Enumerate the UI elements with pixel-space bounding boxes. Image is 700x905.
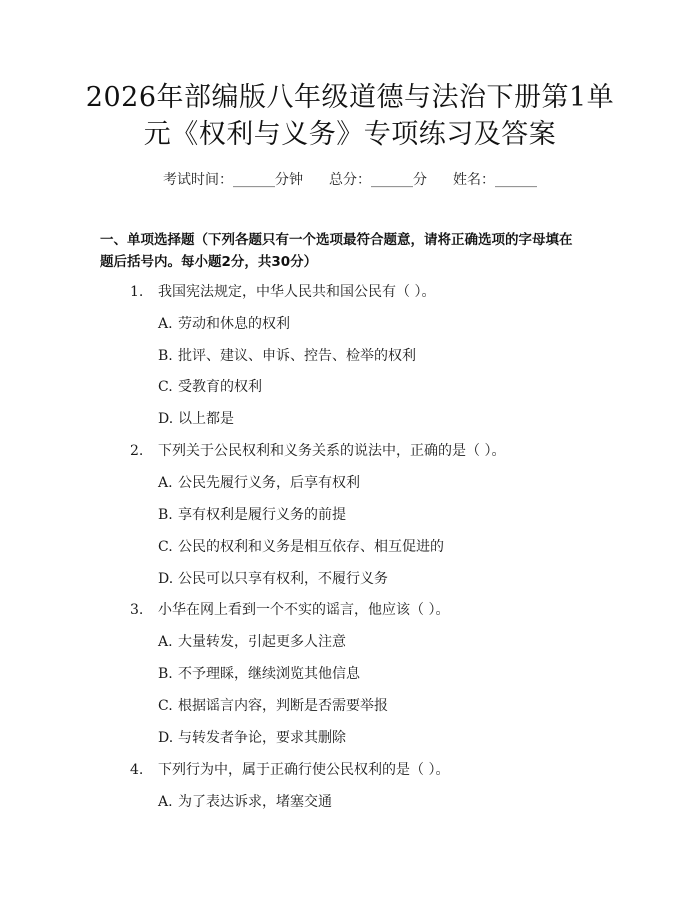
option-label: C. xyxy=(158,539,173,555)
question-text: 下列关于公民权利和义务关系的说法中，正确的是（ ）。 xyxy=(158,443,506,459)
option-label: D. xyxy=(158,730,174,746)
option-text: 享有权利是履行义务的前提 xyxy=(178,507,346,523)
section-heading-line-1: 一、单项选择题（下列各题只有一个选项最符合题意，请将正确选项的字母填在 xyxy=(100,232,573,248)
option-label: B. xyxy=(158,666,173,682)
option-label: A. xyxy=(158,316,173,332)
student-name-field: 姓名：______ xyxy=(453,172,537,188)
question-number: 1. xyxy=(130,284,144,300)
option-label: A. xyxy=(158,475,173,491)
option-label: D. xyxy=(158,411,174,427)
option-label: B. xyxy=(158,507,173,523)
option-label: C. xyxy=(158,379,173,395)
question-number: 3. xyxy=(130,602,144,618)
option-text: 公民的权利和义务是相互依存、相互促进的 xyxy=(178,539,444,555)
option-text: 公民先履行义务，后享有权利 xyxy=(178,475,360,491)
question-number: 2. xyxy=(130,443,144,459)
option-label: A. xyxy=(158,794,173,810)
option-text: 以上都是 xyxy=(178,411,234,427)
option-text: 批评、建议、申诉、控告、检举的权利 xyxy=(178,348,416,364)
exam-info xyxy=(0,170,700,190)
option-text: 受教育的权利 xyxy=(178,379,262,395)
document-title-line-2: 元《权利与义务》专项练习及答案 xyxy=(143,119,557,150)
total-score-field: 总分：______分 xyxy=(329,172,427,188)
option-label: B. xyxy=(158,348,173,364)
question-text: 我国宪法规定，中华人民共和国公民有（ ）。 xyxy=(158,284,436,300)
option-text: 不予理睬，继续浏览其他信息 xyxy=(178,666,360,682)
section-heading-line-2: 题后括号内。每小题2分，共30分） xyxy=(100,254,318,270)
question-text: 小华在网上看到一个不实的谣言，他应该（ ）。 xyxy=(158,602,450,618)
option-text: 大量转发，引起更多人注意 xyxy=(178,634,346,650)
option-label: C. xyxy=(158,698,173,714)
question-text: 下列行为中，属于正确行使公民权利的是（ ）。 xyxy=(158,762,450,778)
option-text: 为了表达诉求，堵塞交通 xyxy=(178,794,332,810)
question-number: 4. xyxy=(130,762,144,778)
option-label: A. xyxy=(158,634,173,650)
option-text: 劳动和休息的权利 xyxy=(178,316,290,332)
option-text: 与转发者争论，要求其删除 xyxy=(178,730,346,746)
document-title-line-1: 2026年部编版八年级道德与法治下册第1单 xyxy=(85,82,615,113)
option-label: D. xyxy=(158,571,174,587)
option-text: 公民可以只享有权利，不履行义务 xyxy=(178,571,388,587)
option-text: 根据谣言内容，判断是否需要举报 xyxy=(178,698,388,714)
exam-time-field: 考试时间：______分钟 xyxy=(163,172,303,188)
